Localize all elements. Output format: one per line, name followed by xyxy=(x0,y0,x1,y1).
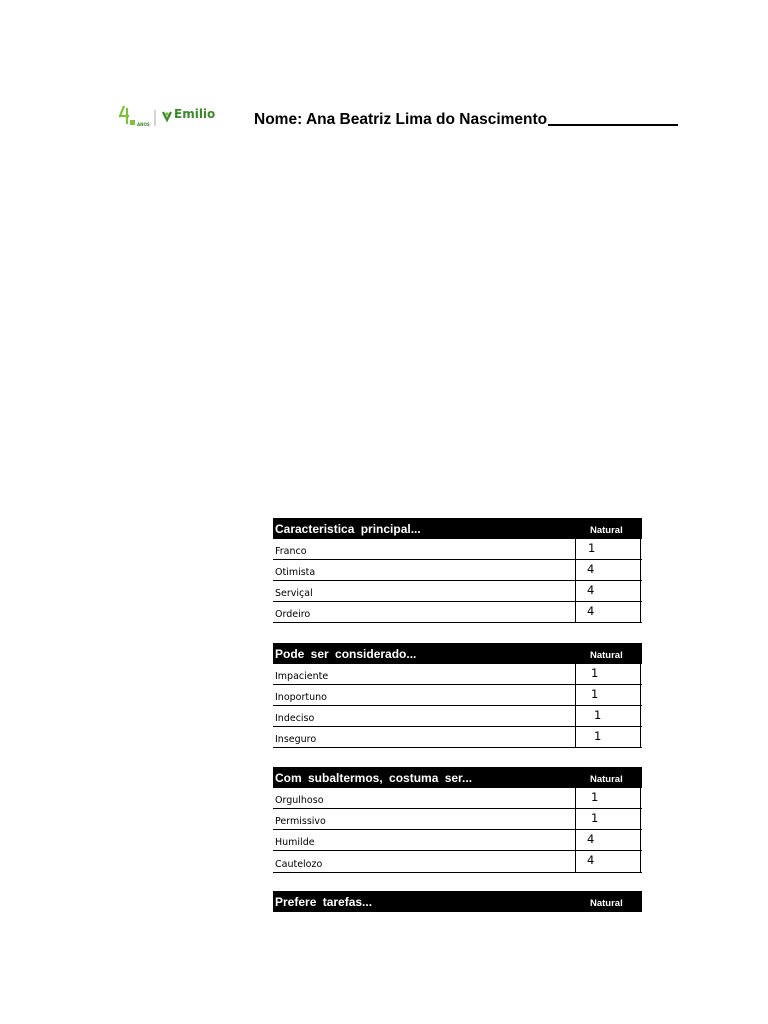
table-row xyxy=(273,539,642,560)
row-value: 4 xyxy=(587,583,595,597)
row-label: Cautelozo xyxy=(275,859,323,870)
row-label: Ordeiro xyxy=(275,609,311,620)
company-logo xyxy=(118,104,228,128)
column-header-natural: Natural xyxy=(590,525,623,536)
value-cell[interactable] xyxy=(575,560,641,580)
table-row xyxy=(273,664,642,685)
row-value: 4 xyxy=(587,604,595,618)
table-row xyxy=(273,788,642,809)
value-cell[interactable] xyxy=(575,851,641,872)
table-row xyxy=(273,581,642,602)
row-label: Indeciso xyxy=(275,713,315,724)
value-cell[interactable] xyxy=(575,706,641,726)
row-label: Impaciente xyxy=(275,671,329,682)
table-row xyxy=(273,851,642,873)
table-row xyxy=(273,706,642,727)
svg-text:ANOS: ANOS xyxy=(137,122,150,127)
row-value: 1 xyxy=(591,790,599,804)
section-caracteristica xyxy=(273,518,642,623)
table-row xyxy=(273,602,642,623)
row-label: Humilde xyxy=(275,837,315,848)
column-header-natural: Natural xyxy=(590,774,623,785)
name-underline xyxy=(548,124,678,126)
table-row xyxy=(273,685,642,706)
section-header xyxy=(273,518,642,539)
row-label: Inseguro xyxy=(275,734,317,745)
section-title: Com subaltermos, costuma ser... xyxy=(275,771,473,785)
section-pode-ser xyxy=(273,643,642,748)
row-label: Inoportuno xyxy=(275,692,327,703)
section-header xyxy=(273,891,642,912)
section-title: Caracteristica principal... xyxy=(275,522,421,536)
row-label: Otimista xyxy=(275,567,316,578)
value-cell[interactable] xyxy=(575,685,641,705)
value-cell[interactable] xyxy=(575,539,641,559)
row-label: Franco xyxy=(275,546,307,557)
section-title: Prefere tarefas... xyxy=(275,895,373,909)
table-row xyxy=(273,809,642,830)
row-value: 1 xyxy=(594,729,602,743)
value-cell[interactable] xyxy=(575,809,641,829)
row-label: Permissivo xyxy=(275,816,326,827)
row-value: 1 xyxy=(591,811,599,825)
row-value: 1 xyxy=(591,666,599,680)
row-value: 4 xyxy=(587,853,595,867)
row-value: 1 xyxy=(591,687,599,701)
row-value: 1 xyxy=(594,708,602,722)
student-name xyxy=(254,111,678,129)
section-title: Pode ser considerado... xyxy=(275,647,417,661)
row-value: 1 xyxy=(588,541,596,555)
table-row xyxy=(273,560,642,581)
column-header-natural: Natural xyxy=(590,898,623,909)
value-cell[interactable] xyxy=(575,602,641,622)
section-subalternos xyxy=(273,767,642,873)
value-cell[interactable] xyxy=(575,581,641,601)
column-header-natural: Natural xyxy=(590,650,623,661)
table-row xyxy=(273,830,642,851)
table-row xyxy=(273,727,642,748)
value-cell[interactable] xyxy=(575,664,641,684)
row-value: 4 xyxy=(587,832,595,846)
section-header xyxy=(273,767,642,788)
value-cell[interactable] xyxy=(575,788,641,808)
section-prefere-tarefas xyxy=(273,891,642,912)
value-cell[interactable] xyxy=(575,830,641,850)
svg-text:Emilio: Emilio xyxy=(174,107,216,121)
section-header xyxy=(273,643,642,664)
row-value: 4 xyxy=(587,562,595,576)
name-label: Nome: Ana Beatriz Lima do Nascimento xyxy=(254,111,548,128)
logo-icon xyxy=(118,104,222,128)
row-label: Orgulhoso xyxy=(275,795,324,806)
value-cell[interactable] xyxy=(575,727,641,747)
row-label: Serviçal xyxy=(275,588,313,599)
